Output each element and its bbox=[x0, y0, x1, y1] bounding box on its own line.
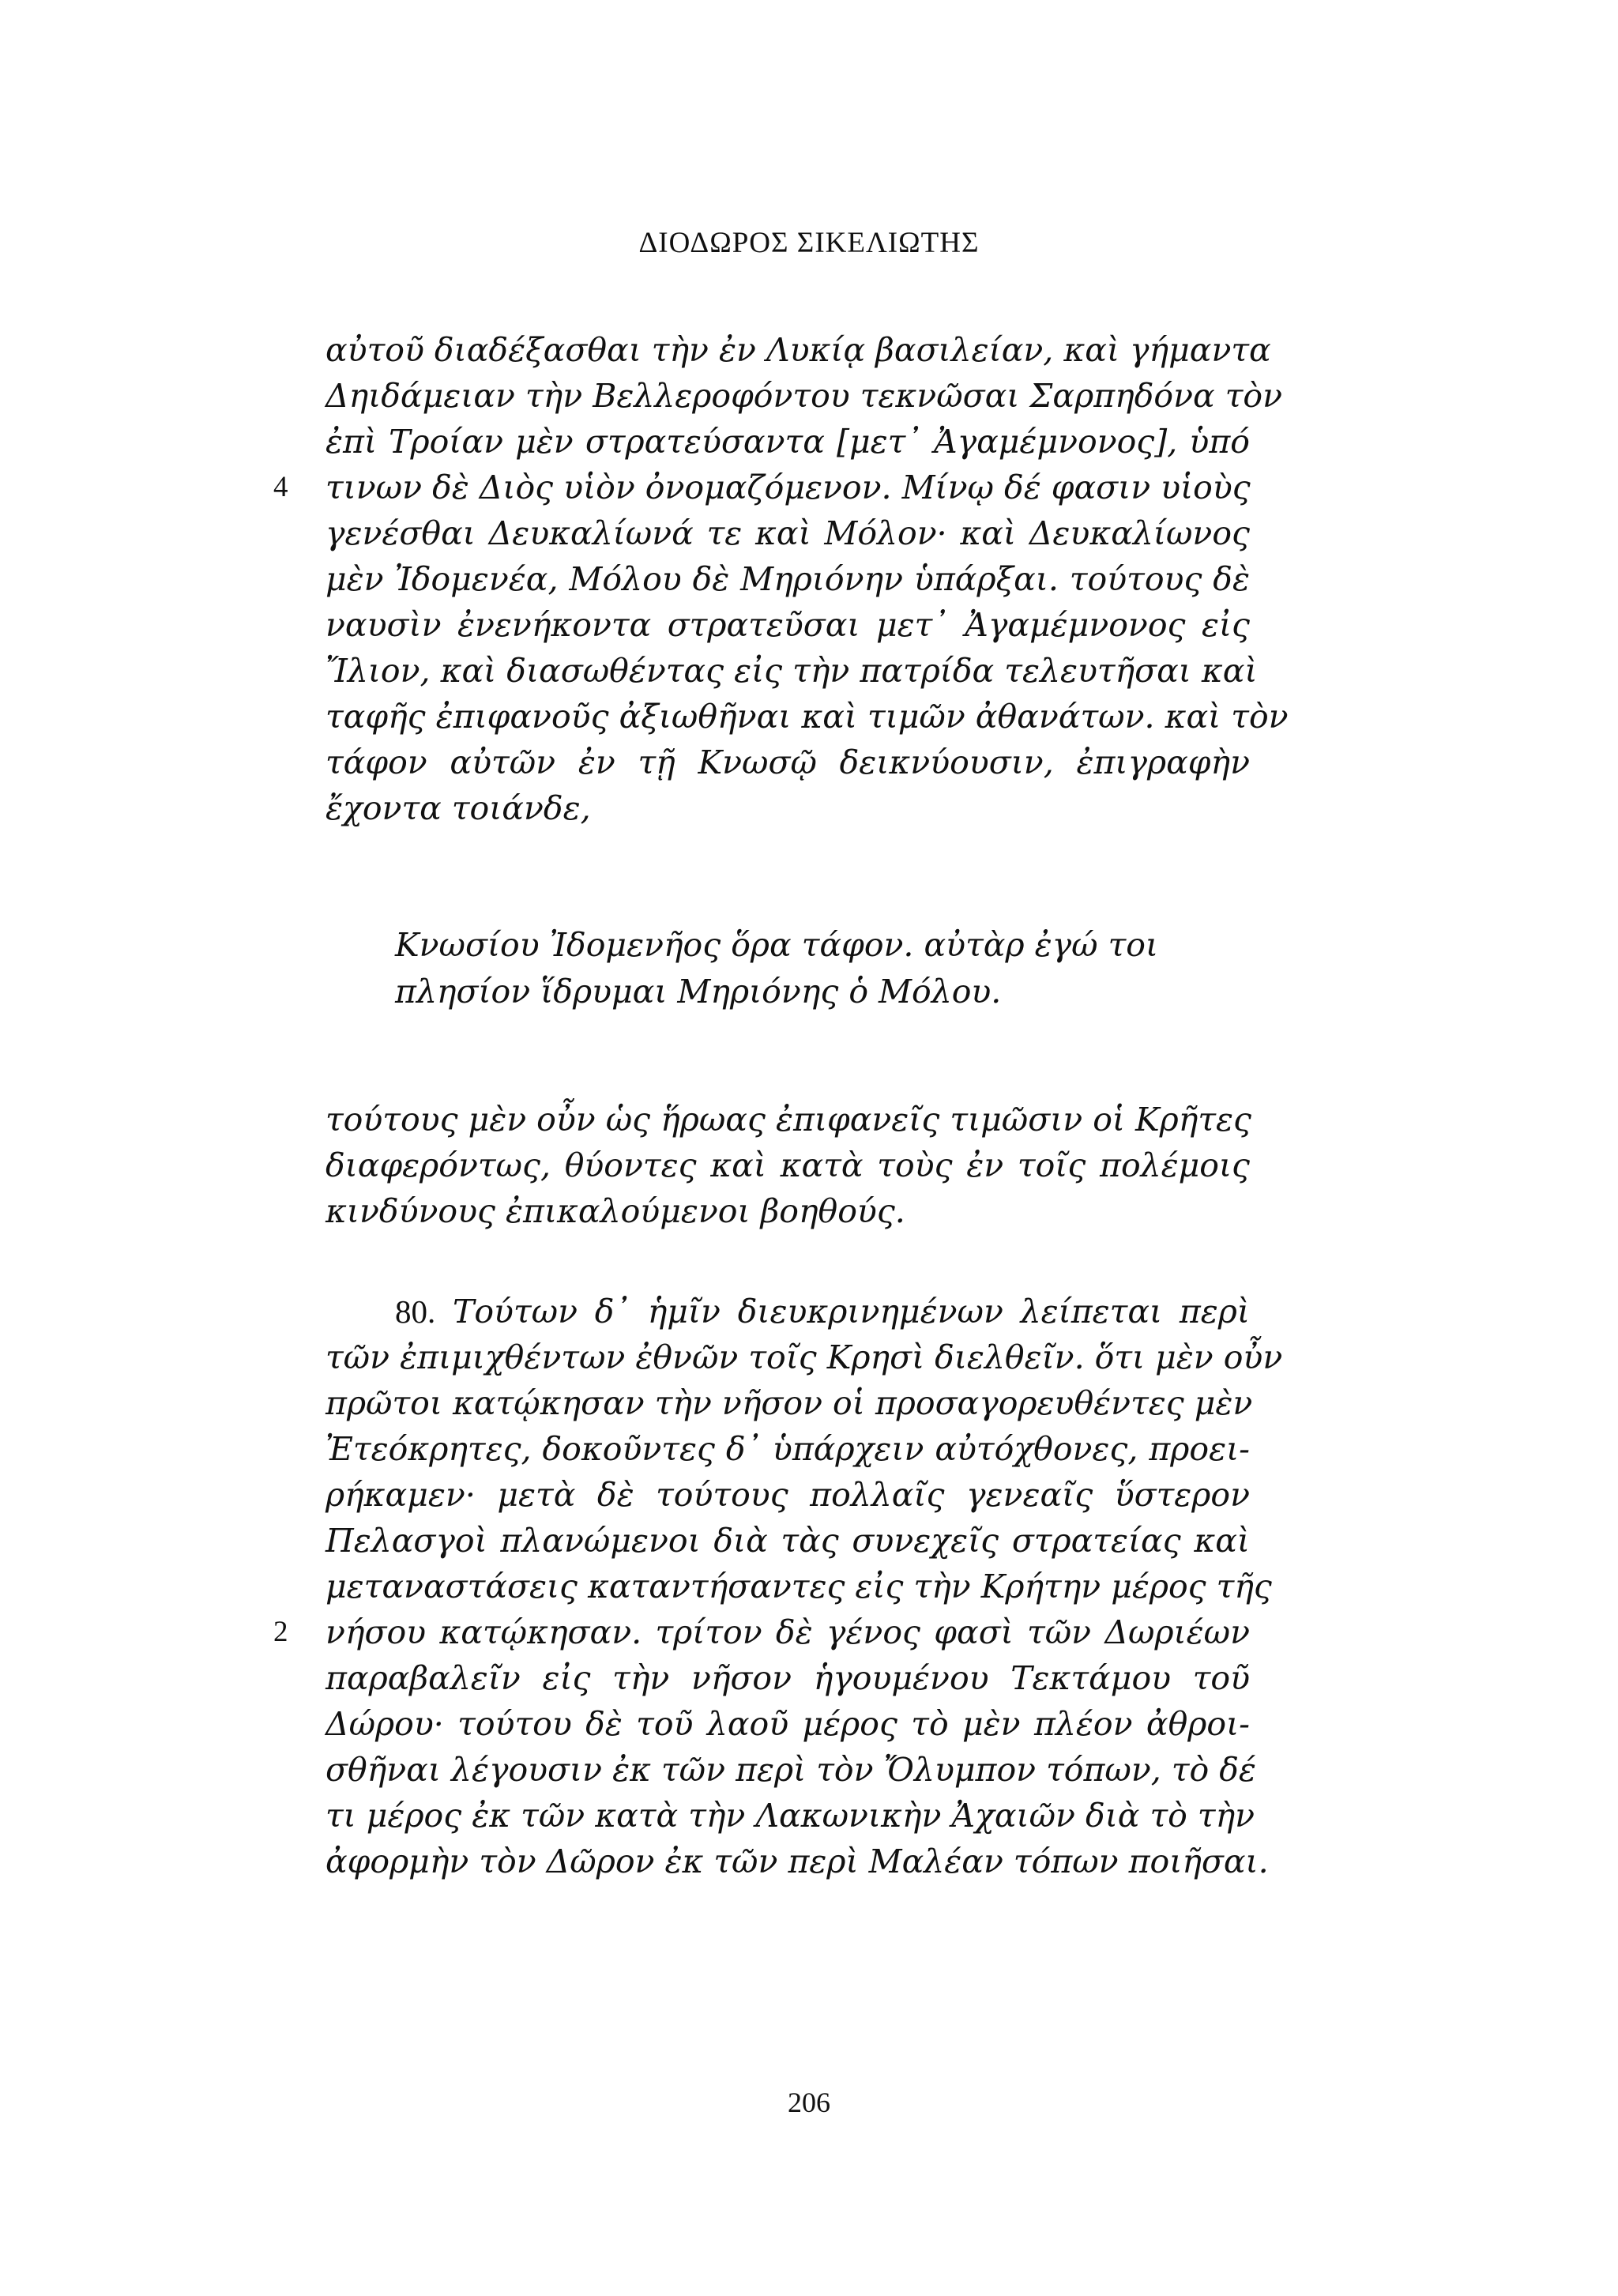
text-line: Τούτων δ᾽ ἡμῖν διευκρινημένων λείπεται περὶ bbox=[453, 1293, 1250, 1331]
text-line: σθῆναι λέγουσιν ἐκ τῶν περὶ τὸν Ὄλυμπον τόπων, τὸ δέ bbox=[325, 1751, 1256, 1789]
verse-line: πλησίον ἵδρυμαι Μηριόνης ὁ Μόλου. bbox=[395, 973, 1002, 1011]
text-line: τινων δὲ Διὸς υἱὸν ὀνομαζόμενον. Μίνῳ δέ φασιν υἱοὺς bbox=[325, 469, 1251, 506]
text-line: μὲν Ἰδομενέα, Μόλου δὲ Μηριόνην ὑπάρξαι. τούτους δὲ bbox=[325, 560, 1250, 598]
text-line: Δηιδάμειαν τὴν Βελλεροφόντου τεκνῶσαι Σαρπηδόνα τὸν bbox=[325, 377, 1283, 415]
text-line: ταφῆς ἐπιφανοῦς ἀξιωθῆναι καὶ τιμῶν ἀθανάτων. καὶ τὸν bbox=[325, 698, 1289, 736]
text-line: Πελασγοὶ πλανώμενοι διὰ τὰς συνεχεῖς στρατείας καὶ bbox=[325, 1522, 1250, 1560]
running-title: ΔΙΟΔΩΡΟΣ ΣΙΚΕΛΙΩΤΗΣ bbox=[638, 227, 980, 259]
section-number: 80. bbox=[395, 1293, 436, 1330]
text-line: γενέσθαι Δευκαλίωνά τε καὶ Μόλον· καὶ Δευκαλίωνος bbox=[325, 514, 1250, 552]
text-line: ρήκαμεν· μετὰ δὲ τούτους πολλαῖς γενεαῖς ὕστερον bbox=[325, 1476, 1250, 1514]
text-line: τι μέρος ἐκ τῶν κατὰ τὴν Λακωνικὴν Ἀχαιῶν διὰ τὸ τὴν bbox=[325, 1797, 1255, 1835]
margin-line-number: 2 bbox=[273, 1616, 288, 1648]
text-line: Δώρου· τούτου δὲ τοῦ λαοῦ μέρος τὸ μὲν πλέον ἀθροι- bbox=[325, 1705, 1250, 1743]
text-line: Ἐτεόκρητες, δοκοῦντες δ᾽ ὑπάρχειν αὐτόχθονες, προει- bbox=[325, 1430, 1250, 1468]
text-line: ἔχοντα τοιάνδε, bbox=[325, 789, 591, 827]
text-line: μεταναστάσεις καταντήσαντες εἰς τὴν Κρήτην μέρος τῆς bbox=[325, 1568, 1272, 1605]
margin-line-number: 4 bbox=[273, 471, 288, 503]
text-line: ἀφορμὴν τὸν Δῶρον ἐκ τῶν περὶ Μαλέαν τόπων ποιῆσαι. bbox=[325, 1842, 1269, 1880]
text-line: παραβαλεῖν εἰς τὴν νῆσον ἡγουμένου Τεκτάμου τοῦ bbox=[325, 1659, 1250, 1697]
text-line: τάφον αὐτῶν ἐν τῇ Κνωσῷ δεικνύουσιν, ἐπιγραφὴν bbox=[325, 743, 1250, 781]
text-line: τῶν ἐπιμιχθέντων ἐθνῶν τοῖς Κρησὶ διελθεῖν. ὅτι μὲν οὖν bbox=[325, 1338, 1283, 1376]
text-line: πρῶτοι κατῴκησαν τὴν νῆσον οἱ προσαγορευθέντες μὲν bbox=[325, 1384, 1253, 1422]
text-line: κινδύνους ἐπικαλούμενοι βοηθούς. bbox=[325, 1192, 905, 1230]
text-line: τούτους μὲν οὖν ὡς ἥρωας ἐπιφανεῖς τιμῶσιν οἱ Κρῆτες bbox=[325, 1101, 1251, 1139]
section-first-line bbox=[395, 1288, 1250, 1335]
text-line: ναυσὶν ἐνενήκοντα στρατεῦσαι μετ᾽ Ἀγαμέμνονος εἰς bbox=[325, 606, 1250, 644]
text-line: αὐτοῦ διαδέξασθαι τὴν ἐν Λυκίᾳ βασιλείαν, καὶ γήμαντα bbox=[325, 331, 1271, 369]
verse-line: Κνωσίου Ἰδομενῆος ὅρα τάφον. αὐτὰρ ἐγώ τοι bbox=[395, 926, 1159, 964]
page-number: 206 bbox=[788, 2087, 830, 2118]
text-line: διαφερόντως, θύοντες καὶ κατὰ τοὺς ἐν τοῖς πολέμοις bbox=[325, 1146, 1250, 1184]
text-line: ἐπὶ Τροίαν μὲν στρατεύσαντα [μετ᾽ Ἀγαμέμνονος], ὑπό bbox=[325, 423, 1250, 461]
text-line: νήσου κατῴκησαν. τρίτον δὲ γένος φασὶ τῶν Δωριέων bbox=[325, 1613, 1250, 1651]
text-line: Ἴλιον, καὶ διασωθέντας εἰς τὴν πατρίδα τελευτῆσαι καὶ bbox=[325, 652, 1258, 690]
